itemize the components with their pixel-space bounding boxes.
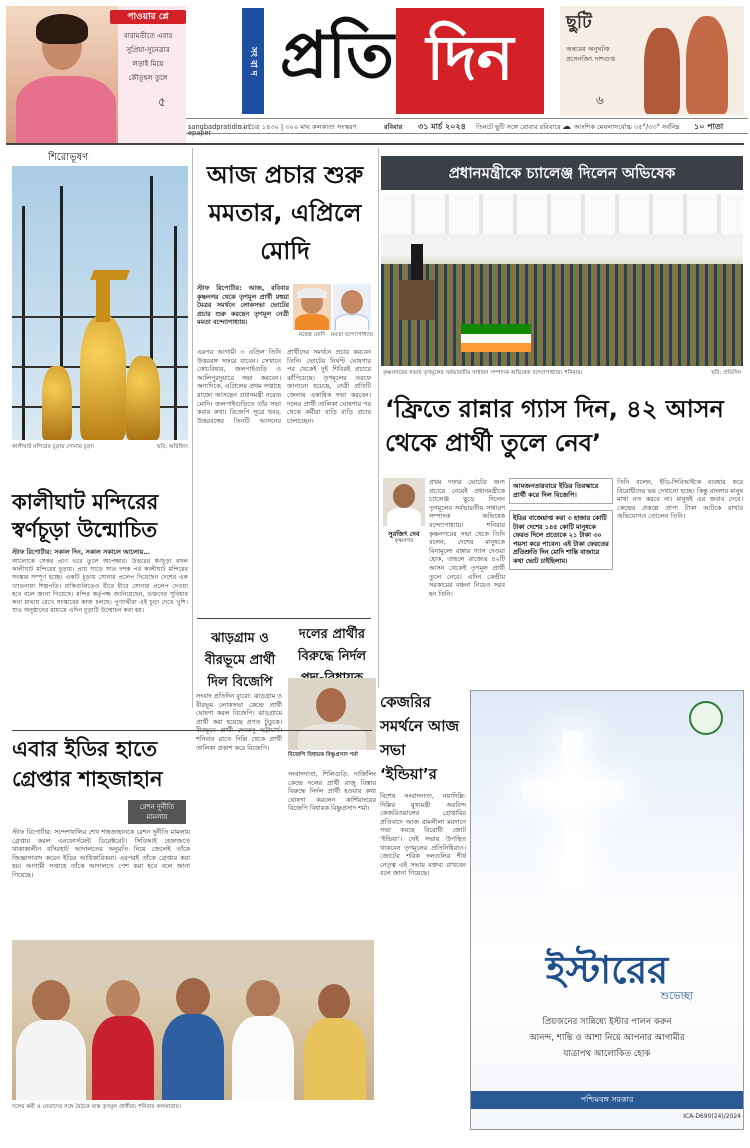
- quote-body-2: তিনি বলেন, ইডি-সিবিআইকে ব্যবহার করে বিরোধীদের ভয় দেখানো হচ্ছে। কিন্তু বাংলার মানুষ মাথা নত করবে না। মানুষই এর জবাব দেবে। কেন্দ্রের প্রকল্পে প্রাপ্য টাকা আটকে রাখার অভিযোগও তোলেন তিনি।: [617, 478, 743, 521]
- kejri-headline[interactable]: কেজরির সমর্থনে আজ সভা ‘ইন্ডিয়া’র: [380, 693, 460, 783]
- shahjahan-tag: রেশন দুর্নীতি মামলায়: [128, 800, 186, 824]
- right-banner[interactable]: প্রধানমন্ত্রীকে চ্যালেঞ্জ দিলেন অভিষেক: [381, 156, 743, 190]
- ad-line-3: যাত্রাপথ আলোকিত হোক: [563, 1049, 651, 1059]
- kejri-body: বিশেষ সংবাদদাতা, নয়াদিল্লি: দিল্লির মুখ্যমন্ত্রী অরবিন্দ কেজরিওয়ালের গ্রেপ্তারির প্রতিবাদে আজ রামলীলা ময়দানে সভা করছে বিরোধী জোট ‘ইন্ডিয়া’। সেই সভায় উপস্থিত থাকবেন তৃণমূলের প্রতিনিধিরাও। জোটের শরিক দলগুলির শীর্ষ নেতৃত্ব এই সভায় বক্তব্য রাখবেন বলে জানা গিয়েছে।: [380, 792, 466, 878]
- sub1-body: সংবাদ প্রতিদিন ব্যুরো: ঝাড়গ্রাম ও বীরভূম লোকসভা কেন্দ্রে প্রার্থী ঘোষণা করল বিজেপি। ঝাড়গ্রামে প্রার্থী করা হয়েছে প্রণত টুডুকে। শনিবার রাতে দিল্লি থেকে প্রার্থী তালিকা প্রকাশ করে বিজেপি।: [196, 692, 282, 752]
- lead-headline[interactable]: আজ প্রচার শুরু মমতার, এপ্রিলে মোদি: [206, 161, 364, 265]
- weather-icon: ☁: [562, 122, 571, 132]
- ad-subtitle: শুভেচ্ছা: [660, 991, 693, 1002]
- person-name: সুরজিৎ দেব: [388, 530, 420, 538]
- temple-byline: স্টাফ রিপোর্টার: সকাল দিন, সকাল সকালে আলোয়…: [12, 548, 150, 556]
- sub2-headline[interactable]: দলের প্রার্থীর বিরুদ্ধে নির্দল: [297, 627, 367, 664]
- state-emblem-icon: [689, 701, 723, 735]
- left-column: [8, 148, 190, 708]
- sub1-headline[interactable]: ঝাড়গ্রাম ও বীরভূমে প্রার্থী দিল বিজেপি: [204, 631, 276, 690]
- sub2-photo: [288, 678, 376, 750]
- holiday-note: তিনটে ছুটি সঙ্গে রোবার রবিবারে: [476, 123, 561, 131]
- right-teaser[interactable]: [560, 6, 744, 116]
- temple-photo[interactable]: [12, 166, 188, 440]
- issue-info: ১২ চৈত্র ১৪৩০ | ৩০০ মাঘ: [238, 123, 310, 131]
- temperature: সর্বোচ্চ ৩৫°/৩৩° সর্বনিম্ন: [614, 123, 680, 131]
- rally-caption: কৃষ্ণনগরের সভায় তৃণমূলের সর্বভারতীয় সাধারণ সম্পাদক অভিষেক বন্দ্যোপাধ্যায়। শনিবার।: [383, 370, 583, 376]
- ad-footer: পশ্চিমবঙ্গ সরকার: [471, 1091, 743, 1109]
- easter-ad[interactable]: [470, 690, 744, 1130]
- city-edition: কলকাতা সংস্করণ: [312, 123, 357, 131]
- section-kicker: শিরোভূষণ: [48, 152, 89, 163]
- person-role: কৃষ্ণনগর: [394, 538, 414, 544]
- epaper[interactable]: epaper: [188, 129, 212, 137]
- teaser-right-page: ৬: [596, 93, 604, 107]
- weather-text: আংশিক মেঘলা: [574, 123, 615, 131]
- shahjahan-headline[interactable]: এবার ইডির হাতে গ্রেপ্তার শাহজাহান: [12, 737, 163, 791]
- teaser-page: ৫: [158, 95, 166, 109]
- teaser-right-line-2: প্রসেনজিৎ দাশগুপ্ত: [566, 55, 616, 63]
- teaser-statue-image: [634, 10, 740, 114]
- rally-photo[interactable]: [381, 194, 743, 366]
- temple-body: আলোকে সেকর প্রাণ ভরে তুলে অপেক্ষার। উত্তরের স্বর্ণচূড়া বসল কালীঘাট মন্দিরের চূড়ায়। প্রায় সাড়ে সাত দশক পর কালীঘাট মন্দিরের সংস্কার সম্পূর্ণ হচ্ছে। একটি চূড়ায় সোনার প্রলেপ দিয়েছেন দেশের এক খ্যাতনামা শিল্পপতি। বাকিগুলিতেও ধীরে ধীরে সোনার প্রলেপ দেওয়া হবে বলে জানা গিয়েছে। মন্দির কর্তৃপক্ষ জানিয়েছেন, ভক্তদের সুবিধার কথা মাথায় রেখে সংস্কারের কাজ চলছে। পুণ্যার্থীরা এই চূড়া দেখে খুশি। শুভ অনুষ্ঠানের মাধ্যমে এদিন চূড়াটি উন্মোচন করা হয়।: [12, 558, 188, 615]
- group-photo[interactable]: [12, 940, 374, 1100]
- info-box-2: ইডির বাজেয়াপ্ত করা ৩ হাজার কোটি টাকা দেশের ১৪৫ কোটি মানুষকে ফেরত দিলে প্রত্যেকে ২১ টাকা ৩০ পয়সা করে পাবেন। এই টাকা ফেরতের প্রতিশ্রুতি দিন মোদি শান্তি বাজারে কথা ভোট চাইছিলাম।: [509, 510, 613, 570]
- rally-credit: ছবি: প্রতিদিন: [711, 370, 741, 376]
- logo-pra[interactable]: প্রতি: [279, 18, 394, 93]
- sub2-caption: বিজেপি বিধায়ক বিষ্ণুপ্রসাদ শর্মা: [288, 752, 358, 758]
- lead-body: এরপর আগামী ৩ এপ্রিল তিনি উত্তরবঙ্গ সফরে যাবেন। সেখানে কোচবিহার, জলপাইগুড়ি ও আলিপুরদুয়ারে সভা করবেন। অন্যদিকে, এপ্রিলের প্রথম সপ্তাহে রাজ্যে আসছেন প্রধানমন্ত্রী নরেন্দ্র মোদি। জলপাইগুড়িতে তাঁর সভা করার কথা। বিজেপি সূত্রে খবর, উত্তরবঙ্গের তিনটি আসনের প্রার্থীদের সমর্থনে প্রচার করবেন তিনি। ভোটের নির্ঘণ্ট ঘোষণার পর থেকেই দুই শিবিরই প্রচারে ঝাঁপিয়েছে। তৃণমূলের তরফে জানানো হয়েছে, নেত্রী প্রতিটি জেলায় একাধিক সভা করবেন। দলের প্রার্থী তালিকা ঘোষণার পর থেকে কর্মীরা বাড়ি বাড়ি প্রচার চালাচ্ছেন।: [197, 348, 371, 425]
- face-mamata-label: মমতা বন্দ্যোপাধ্যায়: [331, 332, 373, 338]
- teaser-tag: পাওয়ার প্লে: [110, 10, 186, 24]
- quote-headline[interactable]: ‘ফ্রিতে রান্নার গ্যাস দিন, ৪২ আসন থেকে প্রার্থী তুলে নেব’: [385, 395, 724, 457]
- left-teaser[interactable]: [6, 6, 186, 144]
- lead-byline: স্টাফ রিপোর্টার: আজ, রবিবার কৃষ্ণনগর থেকে তৃণমূল প্রার্থী মহুয়া মৈত্রর সমর্থনে লোকসভা ভোটের প্রচার শুরু করছেন তৃণমূল নেত্রী মমতা বন্দ্যোপাধ্যায়।: [197, 284, 289, 327]
- teaser-line-4: কৌতূহল তুঙ্গে: [128, 74, 168, 82]
- teaser-right-line-1: অন্তরের অনুঘটক: [566, 45, 610, 53]
- logo-din[interactable]: দিন: [396, 8, 544, 114]
- site-url[interactable]: sangbadpratidin.in: [188, 123, 250, 131]
- face-mamata: [333, 284, 371, 330]
- shahjahan-body: স্টাফ রিপোর্টার: সন্দেশখালির শেখ শাহজাহানকে রেশন দুর্নীতি মামলায় গ্রেপ্তার করল এনফোর্সমেন্ট ডিরেক্টরেট। সিবিআই হেফাজতে থাকাকালীন বসিরহাট আদালতের অনুমতি নিয়ে জেলেই তাঁকে জিজ্ঞাসাবাদ করেন ইডির আধিকারিকরা। এরপরই তাঁকে গ্রেপ্তার করা হয়। আগামী সপ্তাহে তাঁকে আদালতে পেশ করা হবে বলে জানা গিয়েছে।: [12, 828, 190, 879]
- teaser-tag-right: ছুটি: [566, 12, 592, 33]
- face-modi: [293, 284, 331, 330]
- temple-photo-credit: ছবি: অরিজিৎ: [157, 444, 188, 450]
- teaser-line-1: বারামতীতে এবার: [123, 32, 173, 40]
- masthead-rule: [6, 143, 744, 145]
- ad-line-1: প্রিয়জনের সান্নিধ্যে ইস্টার পালন করুন: [542, 1017, 672, 1027]
- center-divider: [197, 618, 371, 619]
- person-photo: [383, 478, 425, 526]
- teaser-line-3: লড়াই মিয়ে: [132, 60, 164, 68]
- temple-photo-caption: কালীঘাট মন্দিরের চূড়ায় সোনার চূড়া।: [12, 444, 95, 450]
- quote-body: প্রথম দফার ভোটের জন্য প্রচারে নেমেই প্রধানমন্ত্রীকে চ্যালেঞ্জ ছুড়ে দিলেন তৃণমূলের সর্বভারতীয় সাধারণ সম্পাদক অভিষেক বন্দ্যোপাধ্যায়। শনিবার কৃষ্ণনগরের সভা থেকে তিনি বলেন, দেশের মানুষকে বিনামূল্যে রান্নার গ্যাস দেওয়া হোক, তাহলে রাজ্যের ৪২টি আসন থেকেই তৃণমূল প্রার্থী তুলে নেবে। এদিন কেন্দ্রীয় সরকারের বঞ্চনা নিয়েও সরব হন তিনি।: [429, 478, 505, 598]
- date: ৩১ মার্চ ২০২৪: [418, 122, 466, 131]
- vertical-label: সং বা দ: [242, 8, 264, 114]
- face-modi-label: নরেন্দ্র মোদি: [298, 332, 326, 338]
- ad-line-2: আনন্দ, শান্তি ও আশা নিয়ে আপনার আগামীর: [529, 1033, 685, 1043]
- masthead: [0, 0, 750, 143]
- weekday: রবিবার: [384, 123, 403, 131]
- sub2-body: সংবাদদাতা, শিলিগুড়ি: দার্জিলিং কেন্দ্রে দলের প্রার্থী রাজু বিস্তার বিরুদ্ধে নির্দল প্রার্থী হওয়ার কথা ঘোষণা করলেন কার্শিয়াংয়ের বিজেপি বিধায়ক বিষ্ণুপ্রসাদ শর্মা।: [288, 770, 376, 813]
- temple-headline[interactable]: কালীঘাট মন্দিরের স্বর্ণচূড়া উন্মোচিত: [12, 490, 159, 542]
- ad-code: ICA-D690(24)/2024: [683, 1113, 741, 1120]
- cross-icon: [563, 731, 583, 891]
- group-photo-caption: দলের কর্মী ও নেতাদের সঙ্গে বৈঠকে ব্যস্ত তৃণমূল প্রার্থীরা। শনিবার কলকাতায়।: [12, 1104, 181, 1110]
- teaser-line-2: সুপ্রিয়া-সুনেত্রার: [126, 46, 170, 54]
- teaser-portrait: [6, 6, 118, 144]
- date-strip: [186, 118, 748, 137]
- page-count: ১০ পাতা: [694, 122, 724, 131]
- ad-title: ইস্টারের: [545, 948, 669, 992]
- info-box-1: আমজনতারবারে ইডির তিরস্কারে প্রার্থী করে দিল বিজেপি।: [509, 478, 613, 504]
- bottom-left-rule: [12, 730, 372, 731]
- right-column: [378, 148, 744, 688]
